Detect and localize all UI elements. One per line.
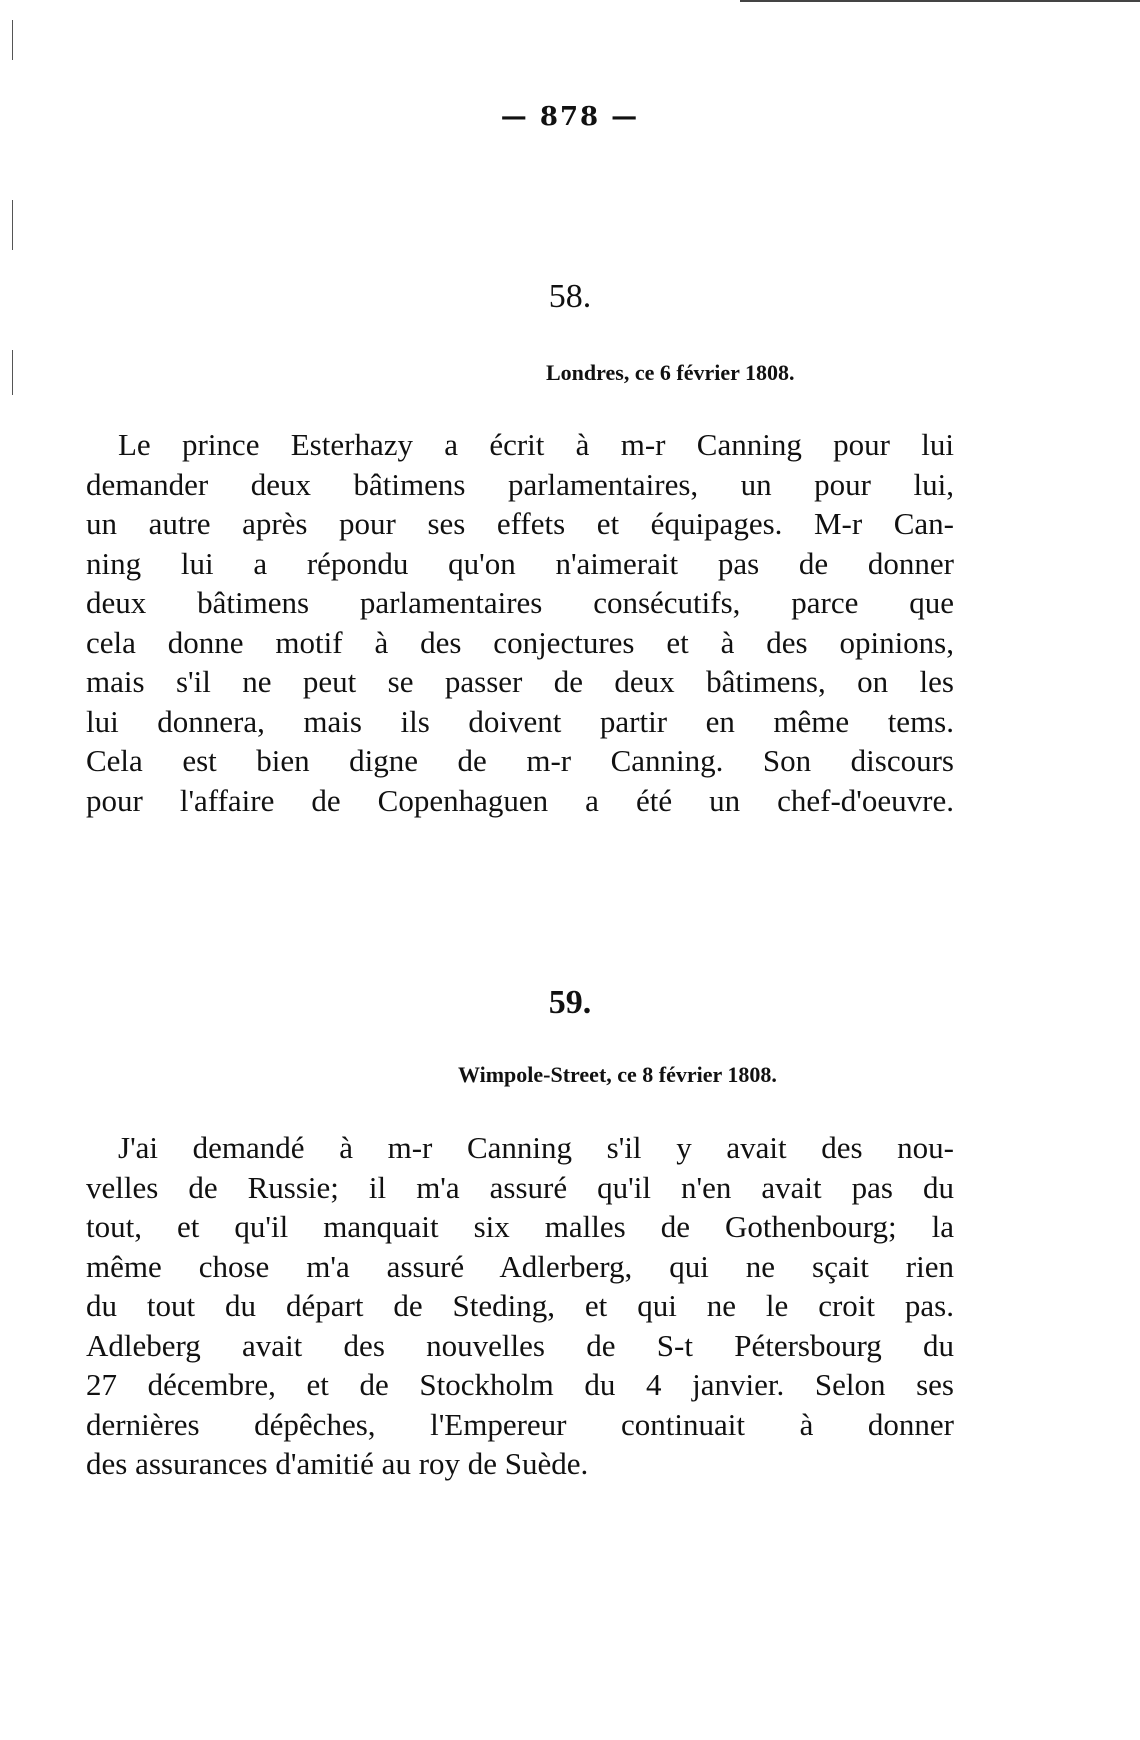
text-line: ning lui a répondu qu'on n'aimerait pas de donner (86, 545, 954, 581)
letter-dateline: Londres, ce 6 février 1808. (546, 360, 795, 385)
text-line: Le prince Esterhazy a écrit à m-r Canning pour lui (118, 427, 954, 462)
text-line: du tout du départ de Steding, et qui ne le croit pas. (86, 1288, 954, 1323)
letter-body (86, 425, 954, 820)
text-line: cela donne motif à des conjectures et à des opinions, (86, 624, 954, 660)
text-line: demander deux bâtimens parlamentaires, un pour lui, (86, 466, 954, 502)
text-line: 27 décembre, et de Stockholm du 4 janvier. Selon ses (86, 1367, 954, 1402)
page-number: — 878 — (500, 102, 640, 132)
scan-edge-rule (740, 0, 1140, 2)
text-line: lui donnera, mais ils doivent partir en même tems. (86, 703, 954, 739)
text-line: mais s'il ne peut se passer de deux bâtimens, on les (86, 664, 954, 699)
text-line: Cela est bien digne de m-r Canning. Son discours (86, 743, 954, 778)
letter-body (86, 1128, 954, 1484)
text-line: pour l'affaire de Copenhaguen a été un chef-d'oeuvre. (86, 782, 954, 818)
scan-margin-line (12, 350, 13, 395)
text-line: velles de Russie; il m'a assuré qu'il n'en avait pas du (86, 1169, 954, 1205)
text-line: Adleberg avait des nouvelles de S-t Pétersbourg du (86, 1327, 954, 1363)
text-line: deux bâtimens parlamentaires consécutifs, parce que (86, 585, 954, 620)
text-line: même chose m'a assuré Adlerberg, qui ne sçait rien (86, 1248, 954, 1284)
text-line: des assurances d'amitié au roy de Suède. (86, 1446, 589, 1481)
letter-dateline: Wimpole-Street, ce 8 février 1808. (458, 1062, 777, 1087)
letter-number: 59. (548, 984, 592, 1021)
text-line: tout, et qu'il manquait six malles de Gothenbourg; la (86, 1209, 954, 1244)
scan-margin-line (12, 200, 13, 250)
text-line: J'ai demandé à m-r Canning s'il y avait des nou- (118, 1130, 954, 1165)
scan-margin-line (12, 20, 13, 60)
text-line: un autre après pour ses effets et équipages. M-r Can- (86, 506, 954, 541)
text-line: dernières dépêches, l'Empereur continuait à donner (86, 1406, 954, 1442)
letter-number: 58. (548, 278, 592, 315)
